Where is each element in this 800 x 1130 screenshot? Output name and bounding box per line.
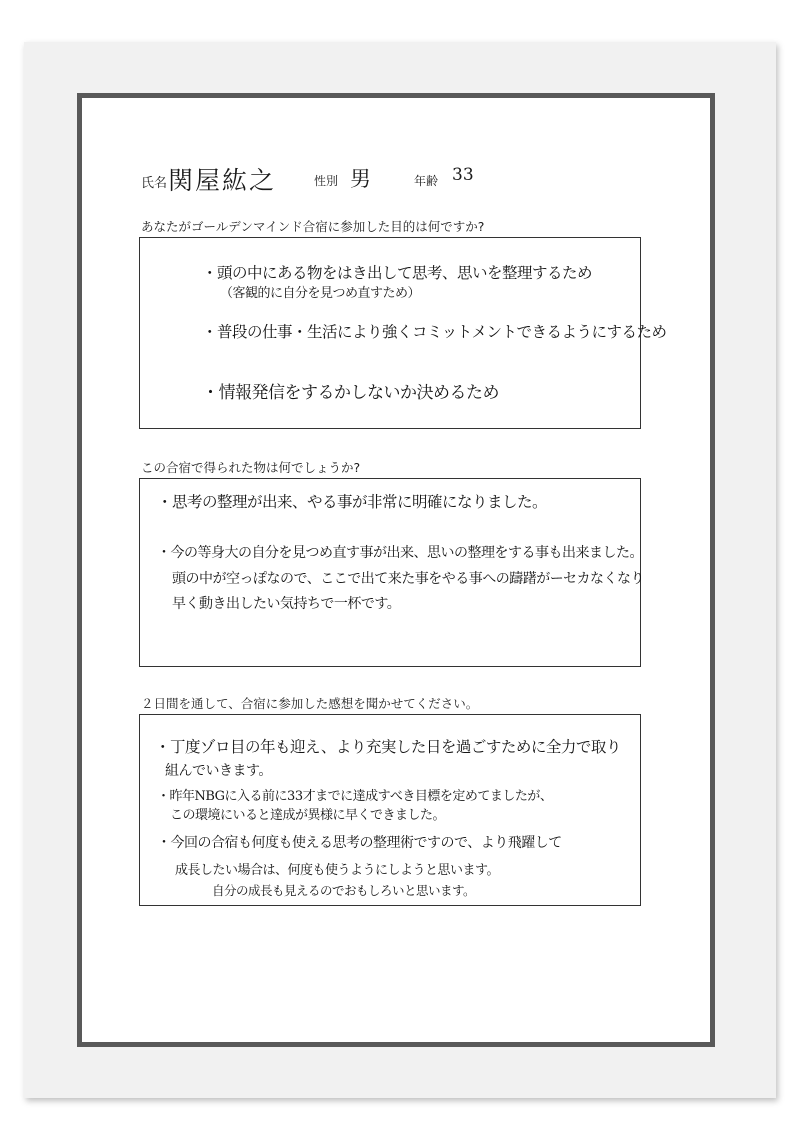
answer-line: 早く動き出したい気持ちで一杯です。 [172, 596, 401, 612]
answer-line: ・丁度ゾロ目の年も迎え、より充実した日を過ごすために全力で取り [155, 738, 621, 756]
answer-line: 成長したい場合は、何度も使うようにしようと思います。 [175, 863, 499, 878]
age-label: 年齢 [414, 174, 439, 188]
answer-line: ・今の等身大の自分を見つめ直す事が出来、思いの整理をする事も出来ました。 [157, 545, 643, 561]
answer-line: ・昨年NBGに入る前に33才までに達成すべき目標を定めてましたが、 [157, 789, 553, 804]
answer-line: ・思考の整理が出来、やる事が非常に明確になりました。 [157, 493, 548, 511]
answer-line: 自分の成長も見えるのでおもしろいと思います。 [212, 883, 476, 898]
gender-value: 男 [350, 167, 371, 191]
answer-line: 頭の中が空っぽなので、ここで出て来た事をやる事への躊躇がーセカなくなり [172, 571, 644, 587]
answer-line: ・今回の合宿も何度も使える思考の整理術ですので、より飛躍して [157, 835, 562, 851]
answer-line: ・普段の仕事・生活により強くコミットメントできるようにするため [202, 323, 667, 341]
answer-line: この環境にいると達成が異様に早くできました。 [170, 808, 446, 823]
question-impressions: ２日間を通して、合宿に参加した感想を聞かせてください。 [141, 696, 479, 711]
age-value: 33 [452, 165, 474, 185]
gender-label: 性別 [314, 174, 339, 188]
name-label: 氏名 [141, 176, 168, 191]
question-gains: この合宿で得られた物は何でしょうか? [141, 460, 361, 475]
answer-line: ・情報発信をするかしないか決めるため [202, 383, 499, 403]
name-value: 関屋紘之 [168, 166, 277, 195]
answer-line: 組んでいきます。 [165, 763, 272, 779]
question-purpose: あなたがゴールデンマインド合宿に参加した目的は何ですか? [141, 219, 485, 234]
answer-line: （客観的に自分を見つめ直すため） [220, 286, 421, 301]
answer-line: ・頭の中にある物をはき出して思考、思いを整理するため [202, 264, 593, 282]
